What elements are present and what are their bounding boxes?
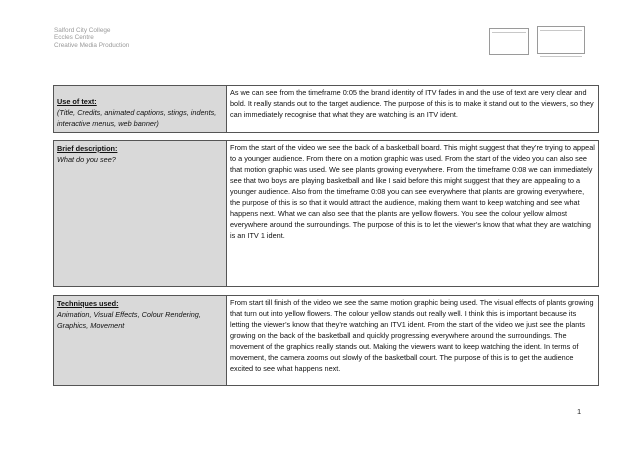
row-body: From start till finish of the video we see the same motion graphic being used. The visual effects of plants growing that turn out into yellow flowers. The colour yellow stands out really well. I think this is important because its letting the viewer’s know that they’re watching an ITV1 ident. From the start of the video we just see the plants growing on the back of the basketball and quickly progressing everywhere around the surroundings. The movement of the graphics really stands out. Making the viewers want to keep watching the ident. In terms of movement, the camera zooms out slowly of the basketball court. The purpose of this is to get the audience excited to see what happens next.: [230, 298, 594, 373]
row-techniques-used: [53, 295, 599, 386]
row-subtitle: What do you see?: [57, 155, 116, 164]
row-body: From the start of the video we see the back of a basketball board. This might suggest that they’re trying to appeal to a younger audience. From there on a motion graphic was used. From the start of the video you can also see that motion graphic was used. We see plants growing everywhere. From the timeframe 0:08 we can immediately see that two boys are playing basketball and like I said before this might suggest that they are appealing to a younger audience. Also from the timeframe 0:08 you can see everywhere that plants are growing everywhere, the purpose of this is so that it would attract the audience, making them want to keep watching and see what happens next. What we can also see that the plants are yellow flowers. You see the colour yellow almost everywhere around the surroundings. The purpose of this is to let the viewer’s know that what they are watching is an ITV 1 ident.: [230, 143, 595, 240]
row-title: Techniques used:: [57, 299, 119, 308]
row-label-cell: [54, 296, 227, 385]
row-title: Brief description:: [57, 144, 118, 153]
row-body: As we can see from the timeframe 0:05 the brand identity of ITV fades in and the use of text are very clear and bold. It really stands out to the target audience. The purpose of this is to make it stand out to the viewers, so they can immediately recognise that what they are watching is an ITV ident.: [230, 88, 594, 119]
row-subtitle: Animation, Visual Effects, Colour Rendering, Graphics, Movement: [57, 310, 201, 330]
college-header: [54, 27, 129, 49]
logo-placeholder-left: [489, 28, 529, 55]
row-use-of-text: [53, 85, 599, 133]
row-title: Use of text:: [57, 97, 97, 106]
course-name: Creative Media Production: [54, 41, 130, 49]
page-number: 1: [577, 407, 582, 416]
centre-name: Eccles Centre: [54, 34, 94, 42]
row-label-cell: [54, 141, 227, 286]
logo-placeholder-right: [537, 26, 585, 54]
row-brief-description: [53, 140, 599, 287]
college-name: Salford City College: [54, 27, 111, 34]
row-label-cell: [54, 86, 227, 132]
row-subtitle: (Title, Credits, animated captions, stings, indents, interactive menus, web banner): [57, 108, 217, 128]
